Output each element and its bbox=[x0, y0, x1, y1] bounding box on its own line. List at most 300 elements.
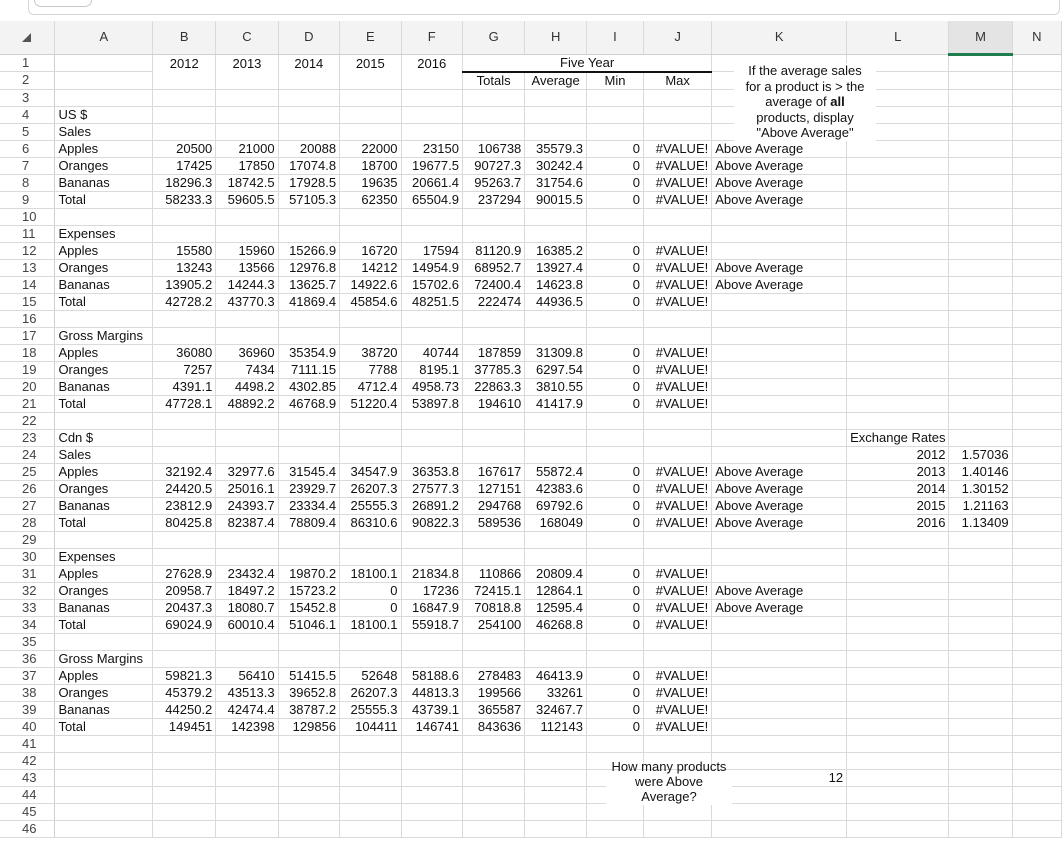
cell-c4[interactable] bbox=[216, 106, 278, 123]
cell-j46[interactable] bbox=[644, 820, 712, 837]
cell-c25[interactable]: 32977.6 bbox=[216, 463, 278, 480]
cell-l25[interactable]: 2013 bbox=[847, 463, 949, 480]
cell-c33[interactable]: 18080.7 bbox=[216, 599, 278, 616]
cell-n10[interactable] bbox=[1012, 208, 1061, 225]
cell-b2[interactable] bbox=[153, 72, 216, 90]
cell-n13[interactable] bbox=[1012, 259, 1061, 276]
cell-n39[interactable] bbox=[1012, 701, 1061, 718]
row-header[interactable]: 12 bbox=[0, 242, 55, 259]
cell-i4[interactable] bbox=[586, 106, 643, 123]
cell-k36[interactable] bbox=[712, 650, 847, 667]
cell-e40[interactable]: 104411 bbox=[340, 718, 401, 735]
cell-d24[interactable] bbox=[278, 446, 339, 463]
cell-g5[interactable] bbox=[463, 123, 525, 140]
cell-n9[interactable] bbox=[1012, 191, 1061, 208]
cell-a31[interactable]: Apples bbox=[55, 565, 153, 582]
spreadsheet-grid[interactable] bbox=[0, 21, 1062, 838]
cell-l14[interactable] bbox=[847, 276, 949, 293]
cell-l16[interactable] bbox=[847, 310, 949, 327]
cell-f5[interactable] bbox=[401, 123, 462, 140]
cell-m9[interactable] bbox=[949, 191, 1012, 208]
cell-a12[interactable]: Apples bbox=[55, 242, 153, 259]
cell-b16[interactable] bbox=[153, 310, 216, 327]
cell-i16[interactable] bbox=[586, 310, 643, 327]
cell-b4[interactable] bbox=[153, 106, 216, 123]
cell-g37[interactable]: 278483 bbox=[463, 667, 525, 684]
cell-h40[interactable]: 112143 bbox=[525, 718, 587, 735]
cell-k9[interactable]: Above Average bbox=[712, 191, 847, 208]
cell-i27[interactable]: 0 bbox=[586, 497, 643, 514]
cell-k14[interactable]: Above Average bbox=[712, 276, 847, 293]
cell-f44[interactable] bbox=[401, 786, 462, 803]
cell-b24[interactable] bbox=[153, 446, 216, 463]
cell-l27[interactable]: 2015 bbox=[847, 497, 949, 514]
cell-e45[interactable] bbox=[340, 803, 401, 820]
cell-d16[interactable] bbox=[278, 310, 339, 327]
cell-n29[interactable] bbox=[1012, 531, 1061, 548]
cell-a41[interactable] bbox=[55, 735, 153, 752]
cell-l28[interactable]: 2016 bbox=[847, 514, 949, 531]
column-header-b[interactable]: B bbox=[153, 21, 216, 54]
cell-b5[interactable] bbox=[153, 123, 216, 140]
cell-e12[interactable]: 16720 bbox=[340, 242, 401, 259]
cell-m34[interactable] bbox=[949, 616, 1012, 633]
cell-d19[interactable]: 7111.15 bbox=[278, 361, 339, 378]
cell-b37[interactable]: 59821.3 bbox=[153, 667, 216, 684]
cell-c8[interactable]: 18742.5 bbox=[216, 174, 278, 191]
cell-i24[interactable] bbox=[586, 446, 643, 463]
cell-k38[interactable] bbox=[712, 684, 847, 701]
cell-c27[interactable]: 24393.7 bbox=[216, 497, 278, 514]
cell-h36[interactable] bbox=[525, 650, 587, 667]
cell-j39[interactable]: #VALUE! bbox=[644, 701, 712, 718]
cell-e15[interactable]: 45854.6 bbox=[340, 293, 401, 310]
cell-h19[interactable]: 6297.54 bbox=[525, 361, 587, 378]
cell-l44[interactable] bbox=[847, 786, 949, 803]
cell-a1[interactable] bbox=[55, 54, 153, 72]
cell-a5[interactable]: Sales bbox=[55, 123, 153, 140]
cell-h9[interactable]: 90015.5 bbox=[525, 191, 587, 208]
cell-m44[interactable] bbox=[949, 786, 1012, 803]
cell-i40[interactable]: 0 bbox=[586, 718, 643, 735]
cell-f9[interactable]: 65504.9 bbox=[401, 191, 462, 208]
cell-m25[interactable]: 1.40146 bbox=[949, 463, 1012, 480]
row-header[interactable]: 33 bbox=[0, 599, 55, 616]
cell-h20[interactable]: 3810.55 bbox=[525, 378, 587, 395]
column-header-a[interactable]: A bbox=[55, 21, 153, 54]
row-header[interactable]: 44 bbox=[0, 786, 55, 803]
cell-m8[interactable] bbox=[949, 174, 1012, 191]
cell-h2[interactable]: Average bbox=[525, 72, 587, 90]
cell-f12[interactable]: 17594 bbox=[401, 242, 462, 259]
cell-i26[interactable]: 0 bbox=[586, 480, 643, 497]
cell-a33[interactable]: Bananas bbox=[55, 599, 153, 616]
cell-k37[interactable] bbox=[712, 667, 847, 684]
cell-m28[interactable]: 1.13409 bbox=[949, 514, 1012, 531]
cell-g42[interactable] bbox=[463, 752, 525, 769]
cell-j37[interactable]: #VALUE! bbox=[644, 667, 712, 684]
cell-l21[interactable] bbox=[847, 395, 949, 412]
cell-g21[interactable]: 194610 bbox=[463, 395, 525, 412]
cell-f40[interactable]: 146741 bbox=[401, 718, 462, 735]
cell-i14[interactable]: 0 bbox=[586, 276, 643, 293]
cell-j32[interactable]: #VALUE! bbox=[644, 582, 712, 599]
cell-h46[interactable] bbox=[525, 820, 587, 837]
cell-b7[interactable]: 17425 bbox=[153, 157, 216, 174]
cell-i20[interactable]: 0 bbox=[586, 378, 643, 395]
cell-c1[interactable]: 2013 bbox=[216, 54, 278, 72]
cell-b43[interactable] bbox=[153, 769, 216, 786]
cell-n14[interactable] bbox=[1012, 276, 1061, 293]
cell-l30[interactable] bbox=[847, 548, 949, 565]
row-header[interactable]: 5 bbox=[0, 123, 55, 140]
cell-f22[interactable] bbox=[401, 412, 462, 429]
cell-d34[interactable]: 51046.1 bbox=[278, 616, 339, 633]
cell-d43[interactable] bbox=[278, 769, 339, 786]
cell-n42[interactable] bbox=[1012, 752, 1061, 769]
cell-m31[interactable] bbox=[949, 565, 1012, 582]
cell-m12[interactable] bbox=[949, 242, 1012, 259]
cell-a34[interactable]: Total bbox=[55, 616, 153, 633]
cell-g23[interactable] bbox=[463, 429, 525, 446]
row-header[interactable]: 16 bbox=[0, 310, 55, 327]
cell-m30[interactable] bbox=[949, 548, 1012, 565]
cell-a28[interactable]: Total bbox=[55, 514, 153, 531]
cell-c10[interactable] bbox=[216, 208, 278, 225]
cell-b21[interactable]: 47728.1 bbox=[153, 395, 216, 412]
cell-j8[interactable]: #VALUE! bbox=[644, 174, 712, 191]
cell-a27[interactable]: Bananas bbox=[55, 497, 153, 514]
cell-k40[interactable] bbox=[712, 718, 847, 735]
row-header[interactable]: 42 bbox=[0, 752, 55, 769]
cell-c9[interactable]: 59605.5 bbox=[216, 191, 278, 208]
cell-d22[interactable] bbox=[278, 412, 339, 429]
cell-e29[interactable] bbox=[340, 531, 401, 548]
cell-h41[interactable] bbox=[525, 735, 587, 752]
cell-e27[interactable]: 25555.3 bbox=[340, 497, 401, 514]
cell-n35[interactable] bbox=[1012, 633, 1061, 650]
row-header[interactable]: 45 bbox=[0, 803, 55, 820]
cell-d11[interactable] bbox=[278, 225, 339, 242]
cell-a2[interactable] bbox=[55, 72, 153, 90]
cell-c36[interactable] bbox=[216, 650, 278, 667]
cell-h14[interactable]: 14623.8 bbox=[525, 276, 587, 293]
cell-k20[interactable] bbox=[712, 378, 847, 395]
cell-n19[interactable] bbox=[1012, 361, 1061, 378]
cell-f14[interactable]: 15702.6 bbox=[401, 276, 462, 293]
row-header[interactable]: 31 bbox=[0, 565, 55, 582]
cell-g6[interactable]: 106738 bbox=[463, 140, 525, 157]
cell-k26[interactable]: Above Average bbox=[712, 480, 847, 497]
cell-e39[interactable]: 25555.3 bbox=[340, 701, 401, 718]
cell-a9[interactable]: Total bbox=[55, 191, 153, 208]
cell-m43[interactable] bbox=[949, 769, 1012, 786]
cell-g24[interactable] bbox=[463, 446, 525, 463]
cell-f33[interactable]: 16847.9 bbox=[401, 599, 462, 616]
cell-f15[interactable]: 48251.5 bbox=[401, 293, 462, 310]
cell-m26[interactable]: 1.30152 bbox=[949, 480, 1012, 497]
cell-k11[interactable] bbox=[712, 225, 847, 242]
cell-g15[interactable]: 222474 bbox=[463, 293, 525, 310]
row-header[interactable]: 24 bbox=[0, 446, 55, 463]
cell-h42[interactable] bbox=[525, 752, 587, 769]
cell-l32[interactable] bbox=[847, 582, 949, 599]
cell-e30[interactable] bbox=[340, 548, 401, 565]
cell-e23[interactable] bbox=[340, 429, 401, 446]
row-header[interactable]: 43 bbox=[0, 769, 55, 786]
cell-l40[interactable] bbox=[847, 718, 949, 735]
cell-n1[interactable] bbox=[1012, 54, 1061, 72]
cell-b41[interactable] bbox=[153, 735, 216, 752]
column-header-j[interactable]: J bbox=[644, 21, 712, 54]
cell-i32[interactable]: 0 bbox=[586, 582, 643, 599]
cell-e9[interactable]: 62350 bbox=[340, 191, 401, 208]
cell-h10[interactable] bbox=[525, 208, 587, 225]
cell-g2[interactable]: Totals bbox=[463, 72, 525, 90]
cell-m2[interactable] bbox=[949, 72, 1012, 90]
cell-k34[interactable] bbox=[712, 616, 847, 633]
cell-d4[interactable] bbox=[278, 106, 339, 123]
cell-i34[interactable]: 0 bbox=[586, 616, 643, 633]
cell-k28[interactable]: Above Average bbox=[712, 514, 847, 531]
cell-a32[interactable]: Oranges bbox=[55, 582, 153, 599]
cell-i19[interactable]: 0 bbox=[586, 361, 643, 378]
cell-c44[interactable] bbox=[216, 786, 278, 803]
cell-d32[interactable]: 15723.2 bbox=[278, 582, 339, 599]
row-header[interactable]: 13 bbox=[0, 259, 55, 276]
row-header[interactable]: 39 bbox=[0, 701, 55, 718]
cell-n25[interactable] bbox=[1012, 463, 1061, 480]
cell-g28[interactable]: 589536 bbox=[463, 514, 525, 531]
cell-f18[interactable]: 40744 bbox=[401, 344, 462, 361]
cell-k16[interactable] bbox=[712, 310, 847, 327]
cell-m36[interactable] bbox=[949, 650, 1012, 667]
cell-j13[interactable]: #VALUE! bbox=[644, 259, 712, 276]
cell-b34[interactable]: 69024.9 bbox=[153, 616, 216, 633]
cell-f13[interactable]: 14954.9 bbox=[401, 259, 462, 276]
cell-e34[interactable]: 18100.1 bbox=[340, 616, 401, 633]
cell-a3[interactable] bbox=[55, 89, 153, 106]
cell-c45[interactable] bbox=[216, 803, 278, 820]
cell-l22[interactable] bbox=[847, 412, 949, 429]
cell-h31[interactable]: 20809.4 bbox=[525, 565, 587, 582]
cell-g33[interactable]: 70818.8 bbox=[463, 599, 525, 616]
cell-j11[interactable] bbox=[644, 225, 712, 242]
cell-d28[interactable]: 78809.4 bbox=[278, 514, 339, 531]
cell-f25[interactable]: 36353.8 bbox=[401, 463, 462, 480]
cell-b42[interactable] bbox=[153, 752, 216, 769]
cell-h25[interactable]: 55872.4 bbox=[525, 463, 587, 480]
cell-a22[interactable] bbox=[55, 412, 153, 429]
cell-h37[interactable]: 46413.9 bbox=[525, 667, 587, 684]
cell-b23[interactable] bbox=[153, 429, 216, 446]
cell-k46[interactable] bbox=[712, 820, 847, 837]
cell-g10[interactable] bbox=[463, 208, 525, 225]
cell-n21[interactable] bbox=[1012, 395, 1061, 412]
row-header[interactable]: 2 bbox=[0, 72, 55, 90]
cell-l12[interactable] bbox=[847, 242, 949, 259]
cell-b13[interactable]: 13243 bbox=[153, 259, 216, 276]
cell-d18[interactable]: 35354.9 bbox=[278, 344, 339, 361]
cell-k6[interactable]: Above Average bbox=[712, 140, 847, 157]
cell-l6[interactable] bbox=[847, 140, 949, 157]
cell-n8[interactable] bbox=[1012, 174, 1061, 191]
row-header[interactable]: 38 bbox=[0, 684, 55, 701]
cell-l17[interactable] bbox=[847, 327, 949, 344]
cell-g16[interactable] bbox=[463, 310, 525, 327]
cell-d41[interactable] bbox=[278, 735, 339, 752]
cell-c16[interactable] bbox=[216, 310, 278, 327]
cell-g46[interactable] bbox=[463, 820, 525, 837]
row-header[interactable]: 27 bbox=[0, 497, 55, 514]
cell-h27[interactable]: 69792.6 bbox=[525, 497, 587, 514]
cell-m14[interactable] bbox=[949, 276, 1012, 293]
cell-f7[interactable]: 19677.5 bbox=[401, 157, 462, 174]
cell-b26[interactable]: 24420.5 bbox=[153, 480, 216, 497]
cell-b11[interactable] bbox=[153, 225, 216, 242]
cell-e38[interactable]: 26207.3 bbox=[340, 684, 401, 701]
row-header[interactable]: 28 bbox=[0, 514, 55, 531]
row-header[interactable]: 17 bbox=[0, 327, 55, 344]
cell-b33[interactable]: 20437.3 bbox=[153, 599, 216, 616]
cell-k43[interactable]: 12 bbox=[712, 769, 847, 786]
cell-i37[interactable]: 0 bbox=[586, 667, 643, 684]
cell-a23[interactable]: Cdn $ bbox=[55, 429, 153, 446]
cell-f3[interactable] bbox=[401, 89, 462, 106]
cell-l15[interactable] bbox=[847, 293, 949, 310]
cell-l46[interactable] bbox=[847, 820, 949, 837]
cell-a6[interactable]: Apples bbox=[55, 140, 153, 157]
cell-b9[interactable]: 58233.3 bbox=[153, 191, 216, 208]
cell-a8[interactable]: Bananas bbox=[55, 174, 153, 191]
cell-g13[interactable]: 68952.7 bbox=[463, 259, 525, 276]
row-header[interactable]: 36 bbox=[0, 650, 55, 667]
cell-a35[interactable] bbox=[55, 633, 153, 650]
cell-c11[interactable] bbox=[216, 225, 278, 242]
cell-c31[interactable]: 23432.4 bbox=[216, 565, 278, 582]
cell-f31[interactable]: 21834.8 bbox=[401, 565, 462, 582]
cell-k10[interactable] bbox=[712, 208, 847, 225]
cell-h24[interactable] bbox=[525, 446, 587, 463]
cell-e26[interactable]: 26207.3 bbox=[340, 480, 401, 497]
row-header[interactable]: 18 bbox=[0, 344, 55, 361]
cell-f20[interactable]: 4958.73 bbox=[401, 378, 462, 395]
cell-n45[interactable] bbox=[1012, 803, 1061, 820]
cell-a40[interactable]: Total bbox=[55, 718, 153, 735]
cell-h29[interactable] bbox=[525, 531, 587, 548]
cell-j2[interactable]: Max bbox=[644, 72, 712, 90]
cell-b10[interactable] bbox=[153, 208, 216, 225]
cell-l11[interactable] bbox=[847, 225, 949, 242]
cell-n32[interactable] bbox=[1012, 582, 1061, 599]
cell-l26[interactable]: 2014 bbox=[847, 480, 949, 497]
cell-i22[interactable] bbox=[586, 412, 643, 429]
cell-d45[interactable] bbox=[278, 803, 339, 820]
cell-d39[interactable]: 38787.2 bbox=[278, 701, 339, 718]
cell-c22[interactable] bbox=[216, 412, 278, 429]
cell-m24[interactable]: 1.57036 bbox=[949, 446, 1012, 463]
column-header-f[interactable]: F bbox=[401, 21, 462, 54]
cell-h3[interactable] bbox=[525, 89, 587, 106]
cell-i41[interactable] bbox=[586, 735, 643, 752]
row-header[interactable]: 7 bbox=[0, 157, 55, 174]
cell-g29[interactable] bbox=[463, 531, 525, 548]
cell-c7[interactable]: 17850 bbox=[216, 157, 278, 174]
cell-c12[interactable]: 15960 bbox=[216, 242, 278, 259]
cell-k29[interactable] bbox=[712, 531, 847, 548]
cell-g35[interactable] bbox=[463, 633, 525, 650]
cell-h38[interactable]: 33261 bbox=[525, 684, 587, 701]
cell-i8[interactable]: 0 bbox=[586, 174, 643, 191]
cell-m15[interactable] bbox=[949, 293, 1012, 310]
cell-j17[interactable] bbox=[644, 327, 712, 344]
cell-k30[interactable] bbox=[712, 548, 847, 565]
cell-b17[interactable] bbox=[153, 327, 216, 344]
cell-g45[interactable] bbox=[463, 803, 525, 820]
cell-h18[interactable]: 31309.8 bbox=[525, 344, 587, 361]
column-header-l[interactable]: L bbox=[847, 21, 949, 54]
row-header[interactable]: 1 bbox=[0, 54, 55, 72]
cell-a19[interactable]: Oranges bbox=[55, 361, 153, 378]
cell-f21[interactable]: 53897.8 bbox=[401, 395, 462, 412]
cell-e5[interactable] bbox=[340, 123, 401, 140]
cell-e13[interactable]: 14212 bbox=[340, 259, 401, 276]
cell-d26[interactable]: 23929.7 bbox=[278, 480, 339, 497]
cell-d37[interactable]: 51415.5 bbox=[278, 667, 339, 684]
cell-b28[interactable]: 80425.8 bbox=[153, 514, 216, 531]
cell-d8[interactable]: 17928.5 bbox=[278, 174, 339, 191]
cell-m42[interactable] bbox=[949, 752, 1012, 769]
cell-n40[interactable] bbox=[1012, 718, 1061, 735]
cell-i21[interactable]: 0 bbox=[586, 395, 643, 412]
cell-e8[interactable]: 19635 bbox=[340, 174, 401, 191]
row-header[interactable]: 34 bbox=[0, 616, 55, 633]
cell-n23[interactable] bbox=[1012, 429, 1061, 446]
cell-c13[interactable]: 13566 bbox=[216, 259, 278, 276]
cell-n30[interactable] bbox=[1012, 548, 1061, 565]
cell-m35[interactable] bbox=[949, 633, 1012, 650]
cell-f24[interactable] bbox=[401, 446, 462, 463]
row-header[interactable]: 19 bbox=[0, 361, 55, 378]
cell-k25[interactable]: Above Average bbox=[712, 463, 847, 480]
column-header-h[interactable]: H bbox=[525, 21, 587, 54]
cell-b6[interactable]: 20500 bbox=[153, 140, 216, 157]
column-header-m[interactable]: M bbox=[949, 21, 1012, 54]
cell-l39[interactable] bbox=[847, 701, 949, 718]
cell-i15[interactable]: 0 bbox=[586, 293, 643, 310]
cell-c29[interactable] bbox=[216, 531, 278, 548]
cell-h6[interactable]: 35579.3 bbox=[525, 140, 587, 157]
cell-n5[interactable] bbox=[1012, 123, 1061, 140]
cell-c15[interactable]: 43770.3 bbox=[216, 293, 278, 310]
cell-g25[interactable]: 167617 bbox=[463, 463, 525, 480]
cell-n43[interactable] bbox=[1012, 769, 1061, 786]
cell-g40[interactable]: 843636 bbox=[463, 718, 525, 735]
cell-l31[interactable] bbox=[847, 565, 949, 582]
cell-n11[interactable] bbox=[1012, 225, 1061, 242]
row-header[interactable]: 29 bbox=[0, 531, 55, 548]
cell-n26[interactable] bbox=[1012, 480, 1061, 497]
cell-n44[interactable] bbox=[1012, 786, 1061, 803]
cell-j4[interactable] bbox=[644, 106, 712, 123]
cell-n6[interactable] bbox=[1012, 140, 1061, 157]
cell-i11[interactable] bbox=[586, 225, 643, 242]
cell-i6[interactable]: 0 bbox=[586, 140, 643, 157]
cell-b36[interactable] bbox=[153, 650, 216, 667]
cell-d44[interactable] bbox=[278, 786, 339, 803]
cell-e6[interactable]: 22000 bbox=[340, 140, 401, 157]
cell-m21[interactable] bbox=[949, 395, 1012, 412]
